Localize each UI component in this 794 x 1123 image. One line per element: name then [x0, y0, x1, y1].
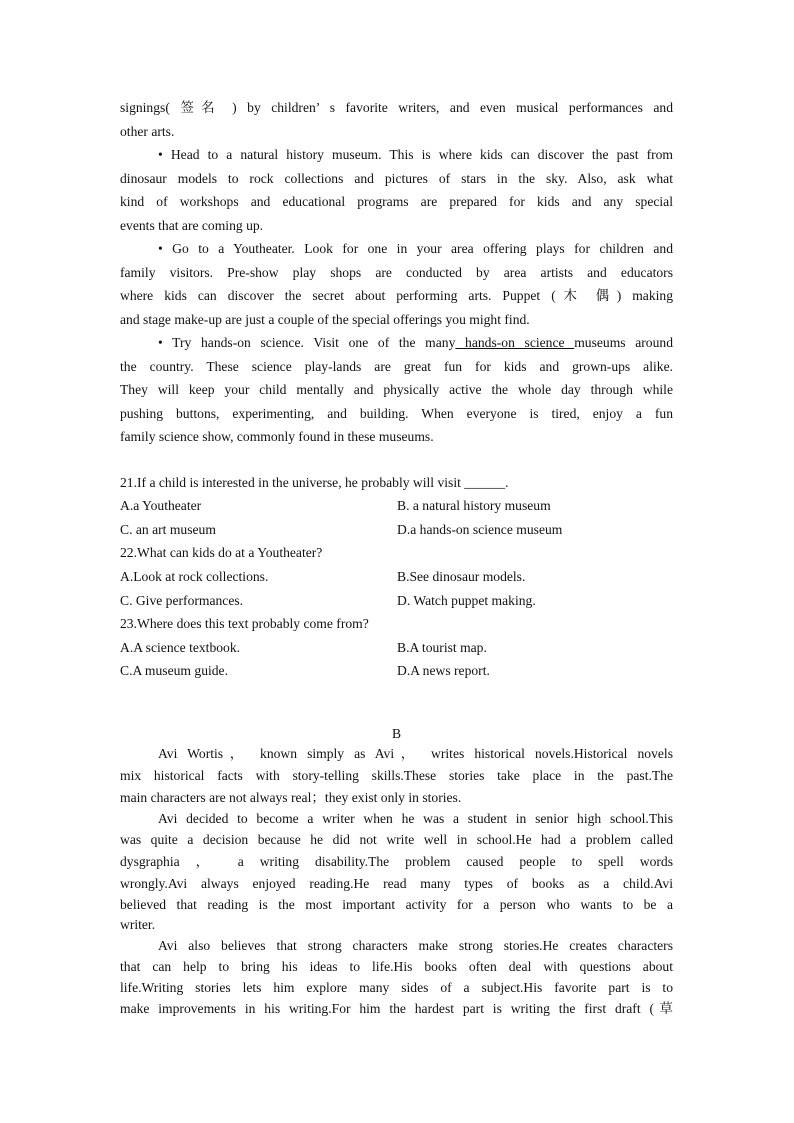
answer-option: B.See dinosaur models.: [397, 569, 526, 584]
text-line: kind of workshops and educational programs are prepared for kids and any special: [120, 194, 673, 209]
question-stem: 23.Where does this text probably come from?: [120, 616, 369, 631]
text-line: Avi Wortis， known simply as Avi， writes historical novels.Historical novels: [158, 746, 673, 761]
text-line: where kids can discover the secret about performing arts. Puppet (木 偶) making: [120, 288, 673, 303]
answer-option: D.A news report.: [397, 663, 490, 678]
text-line: writer.: [120, 917, 156, 932]
text-line: was quite a decision because he did not write well in school.He had a problem called: [120, 832, 673, 847]
text-line: life.Writing stories lets him explore many sides of a subject.His favorite part is to: [120, 980, 673, 995]
text-line: that can help to bring his ideas to life.His books often deal with questions about: [120, 959, 673, 974]
underlined-term: hands-on science: [455, 335, 575, 350]
passage-a: [120, 101, 673, 454]
answer-option: B. a natural history museum: [397, 498, 551, 513]
answer-option: D. Watch puppet making.: [397, 593, 536, 608]
question-stem: 21.If a child is interested in the universe, he probably will visit ______.: [120, 475, 509, 490]
text-segment: • Try hands-on science. Visit one of the many: [158, 335, 456, 350]
answer-option: D.a hands-on science museum: [397, 522, 563, 537]
answer-option: C. an art museum: [120, 522, 216, 537]
text-line: and stage make-up are just a couple of the special offerings you might find.: [120, 311, 530, 327]
question-stem: 22.What can kids do at a Youtheater?: [120, 545, 323, 560]
answer-option: A.a Youtheater: [120, 498, 202, 513]
text-line: mix historical facts with story-telling skills.These stories take place in the past.The: [120, 768, 673, 783]
text-line: signings( 签名 ) by children’ s favorite writers, and even musical performances and: [120, 100, 673, 115]
section-heading: B: [391, 726, 402, 741]
text-line: They will keep your child mentally and physically active the whole day through while: [120, 382, 673, 397]
text-line: family visitors. Pre-show play shops are conducted by area artists and educators: [120, 264, 673, 280]
bullet-paragraph-line: • Head to a natural history museum. This is where kids can discover the past from: [158, 147, 673, 162]
text-line: family science show, commonly found in these museums.: [120, 429, 434, 444]
answer-option: C.A museum guide.: [120, 663, 228, 678]
answer-option: B.A tourist map.: [397, 640, 487, 655]
text-line: dinosaur models to rock collections and pictures of stars in the sky. Also, ask what: [120, 170, 673, 186]
text-line: believed that reading is the most important activity for a person who wants to be a: [120, 897, 673, 912]
text-line: Avi decided to become a writer when he was a student in senior high school.This: [158, 811, 673, 826]
text-line: events that are coming up.: [120, 217, 264, 233]
text-line: make improvements in his writing.For him the hardest part is writing the first draft (草: [120, 1001, 673, 1016]
passage-b: [120, 747, 673, 1023]
answer-option: C. Give performances.: [120, 593, 244, 608]
text-line: Avi also believes that strong characters make strong stories.He creates characters: [158, 938, 673, 953]
text-segment: museums around: [574, 335, 673, 350]
bullet-paragraph-line: • Go to a Youtheater. Look for one in your area offering plays for children and: [158, 241, 673, 256]
text-line: dysgraphia ， a writing disability.The problem caused people to spell words: [120, 854, 673, 869]
answer-option: A.A science textbook.: [120, 640, 241, 655]
text-line: pushing buttons, experimenting, and building. When everyone is tired, enjoy a fun: [120, 405, 673, 421]
text-line: wrongly.Avi always enjoyed reading.He read many types of books as a child.Avi: [120, 876, 673, 891]
text-line: the country. These science play-lands are great fun for kids and grown-ups alike.: [120, 358, 673, 374]
answer-option: A.Look at rock collections.: [120, 569, 269, 584]
bullet-paragraph-line: [120, 336, 673, 360]
text-line: main characters are not always real；they exist only in stories.: [120, 790, 462, 805]
text-line: other arts.: [120, 123, 175, 139]
